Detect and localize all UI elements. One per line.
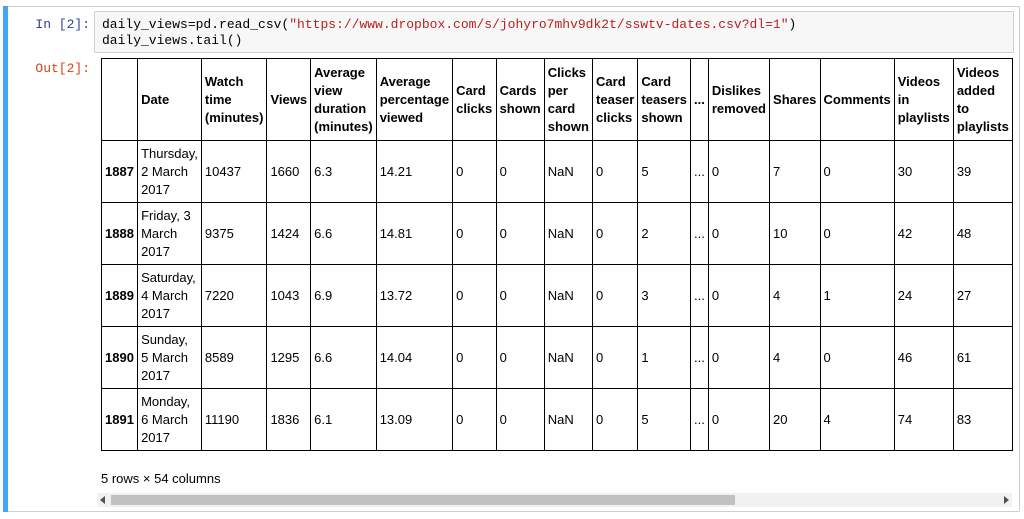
table-cell: 10437: [201, 141, 267, 203]
table-row: [102, 389, 1013, 451]
column-header: Card teaser clicks: [593, 59, 638, 141]
table-cell: ...: [690, 389, 708, 451]
row-index: 1890: [102, 327, 138, 389]
table-cell: 27: [953, 265, 1012, 327]
table-cell: 0: [593, 265, 638, 327]
column-header: Cards shown: [496, 59, 544, 141]
table-cell: 14.81: [376, 203, 452, 265]
table-cell: 24: [894, 265, 953, 327]
table-cell: 13.72: [376, 265, 452, 327]
table-cell: 39: [953, 141, 1012, 203]
table-cell: 0: [820, 203, 894, 265]
table-cell: 74: [894, 389, 953, 451]
table-cell: 4: [770, 327, 820, 389]
scroll-right-arrow-icon[interactable]: [1004, 496, 1009, 504]
table-cell: Monday, 6 March 2017: [138, 389, 202, 451]
table-cell: 5: [638, 141, 691, 203]
table-cell: Saturday, 4 March 2017: [138, 265, 202, 327]
row-index: 1888: [102, 203, 138, 265]
table-cell: 46: [894, 327, 953, 389]
table-cell: ...: [690, 265, 708, 327]
dataframe-table: [101, 58, 1013, 451]
table-cell: ...: [690, 141, 708, 203]
code-string-url: "https://www.dropbox.com/s/johyro7mhv9dk2t/sswtv-dates.csv?dl=1": [289, 17, 789, 32]
row-index: 1889: [102, 265, 138, 327]
header-row: [102, 59, 1013, 141]
table-cell: 0: [496, 141, 544, 203]
column-header: Date: [138, 59, 202, 141]
table-cell: 0: [453, 389, 496, 451]
table-cell: 13.09: [376, 389, 452, 451]
table-cell: 0: [593, 327, 638, 389]
table-cell: 0: [453, 203, 496, 265]
table-cell: Friday, 3 March 2017: [138, 203, 202, 265]
table-cell: 11190: [201, 389, 267, 451]
table-cell: 14.21: [376, 141, 452, 203]
table-cell: 30: [894, 141, 953, 203]
table-cell: 7220: [201, 265, 267, 327]
table-cell: 0: [708, 141, 769, 203]
table-shape-footer: 5 rows × 54 columns: [101, 471, 221, 486]
column-header: Card clicks: [453, 59, 496, 141]
table-cell: 48: [953, 203, 1012, 265]
table-cell: ...: [690, 203, 708, 265]
table-cell: 0: [496, 327, 544, 389]
index-header: [102, 59, 138, 141]
table-cell: 0: [453, 265, 496, 327]
scrollbar-thumb[interactable]: [111, 495, 735, 505]
table-cell: NaN: [544, 203, 592, 265]
code-text: daily_views=pd.read_csv(: [102, 17, 290, 32]
table-row: [102, 327, 1013, 389]
table-cell: Sunday, 5 March 2017: [138, 327, 202, 389]
table-cell: 6.1: [311, 389, 377, 451]
table-cell: 6.6: [311, 327, 377, 389]
column-header: Average percentage viewed: [376, 59, 452, 141]
table-cell: 4: [770, 265, 820, 327]
table-cell: 0: [593, 141, 638, 203]
table-cell: 20: [770, 389, 820, 451]
table-row: [102, 141, 1013, 203]
table-cell: 8589: [201, 327, 267, 389]
code-text: ): [788, 17, 797, 32]
table-cell: NaN: [544, 389, 592, 451]
horizontal-scrollbar[interactable]: [97, 493, 1012, 507]
table-cell: 1: [638, 327, 691, 389]
column-header: Watch time (minutes): [201, 59, 267, 141]
table-cell: 1836: [267, 389, 311, 451]
table-cell: 5: [638, 389, 691, 451]
code-line-1: [102, 17, 796, 32]
column-header: Dislikes removed: [708, 59, 769, 141]
table-cell: 42: [894, 203, 953, 265]
column-header: Card teasers shown: [638, 59, 691, 141]
table-cell: 1424: [267, 203, 311, 265]
column-header: Videos added to playlists: [953, 59, 1012, 141]
table-cell: 1: [820, 265, 894, 327]
table-cell: NaN: [544, 327, 592, 389]
table-cell: 1295: [267, 327, 311, 389]
column-header: Comments: [820, 59, 894, 141]
column-header: Clicks per card shown: [544, 59, 592, 141]
table-cell: 0: [708, 389, 769, 451]
table-cell: 6.6: [311, 203, 377, 265]
table-cell: 0: [496, 389, 544, 451]
table-cell: 61: [953, 327, 1012, 389]
table-cell: 83: [953, 389, 1012, 451]
table-cell: 1043: [267, 265, 311, 327]
column-header: ...: [690, 59, 708, 141]
row-index: 1891: [102, 389, 138, 451]
table-body: [102, 141, 1013, 451]
table-cell: ...: [690, 327, 708, 389]
code-editor[interactable]: [94, 11, 1014, 53]
column-header: Videos in playlists: [894, 59, 953, 141]
table-cell: 0: [820, 327, 894, 389]
scroll-left-arrow-icon[interactable]: [100, 496, 105, 504]
column-header: Average view duration (minutes): [311, 59, 377, 141]
table-cell: 0: [593, 203, 638, 265]
table-cell: 0: [496, 265, 544, 327]
table-cell: 9375: [201, 203, 267, 265]
table-cell: 0: [453, 327, 496, 389]
table-cell: 0: [708, 327, 769, 389]
table-cell: 0: [496, 203, 544, 265]
row-index: 1887: [102, 141, 138, 203]
table-cell: NaN: [544, 265, 592, 327]
input-prompt: In [2]:: [35, 17, 90, 32]
table-cell: 2: [638, 203, 691, 265]
table-cell: 0: [820, 141, 894, 203]
table-cell: 0: [453, 141, 496, 203]
table-cell: 4: [820, 389, 894, 451]
table-cell: Thursday, 2 March 2017: [138, 141, 202, 203]
table-cell: 0: [708, 265, 769, 327]
table-cell: 10: [770, 203, 820, 265]
table-cell: NaN: [544, 141, 592, 203]
table-header: [102, 59, 1013, 141]
table-cell: 0: [593, 389, 638, 451]
table-cell: 6.3: [311, 141, 377, 203]
table-row: [102, 265, 1013, 327]
column-header: Views: [267, 59, 311, 141]
table-cell: 14.04: [376, 327, 452, 389]
output-area: [101, 58, 1013, 511]
table-cell: 1660: [267, 141, 311, 203]
table-cell: 6.9: [311, 265, 377, 327]
table-cell: 7: [770, 141, 820, 203]
cell-selection-bar: [3, 6, 8, 512]
output-prompt: Out[2]:: [35, 61, 90, 76]
column-header: Shares: [770, 59, 820, 141]
code-line-2: daily_views.tail(): [102, 33, 243, 48]
table-row: [102, 203, 1013, 265]
table-cell: 0: [708, 203, 769, 265]
table-cell: 3: [638, 265, 691, 327]
